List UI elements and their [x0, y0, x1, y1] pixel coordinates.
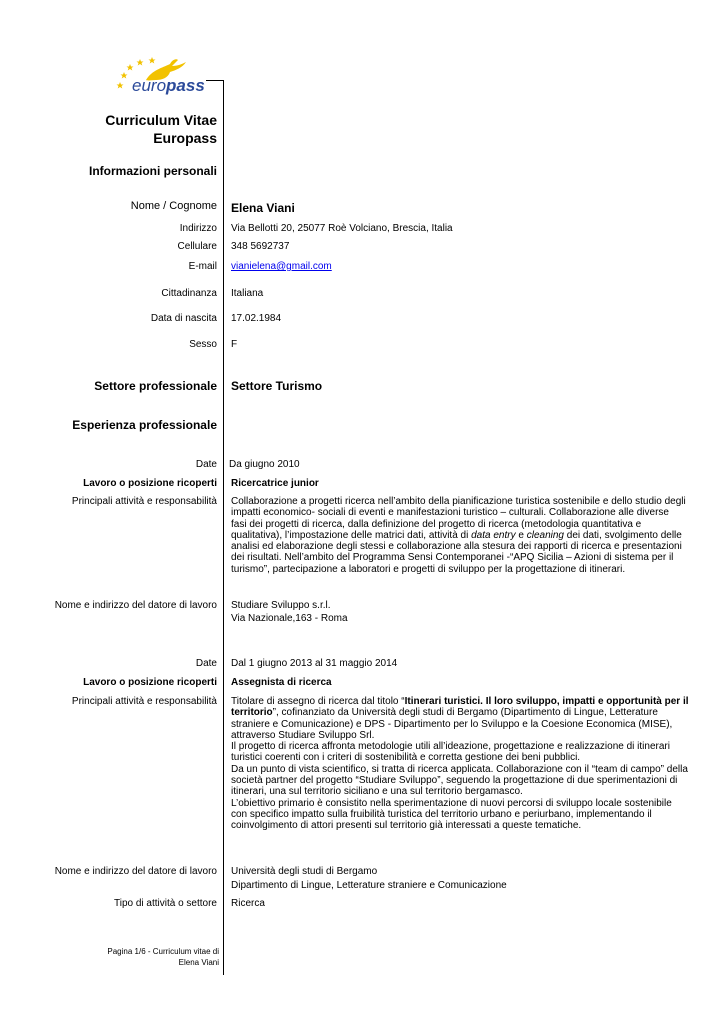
- name-value: Elena Viani: [231, 201, 295, 215]
- sector-value: Settore Turismo: [231, 379, 323, 393]
- job2-employer-line1: Università degli studi di Bergamo: [231, 866, 378, 877]
- citizenship-value: Italiana: [231, 288, 264, 299]
- birth-value: 17.02.1984: [231, 313, 282, 324]
- footer-divider: [223, 945, 224, 970]
- email-label: E-mail: [188, 261, 217, 272]
- birth-label: Data di nascita: [150, 313, 217, 324]
- address-label: Indirizzo: [179, 223, 217, 234]
- job2-desc-p1-a: Titolare di assegno di ricerca dal titolo “: [231, 696, 405, 707]
- europass-logo: [112, 50, 224, 104]
- email-value[interactable]: [231, 261, 332, 273]
- footer-line2: Elena Viani: [178, 958, 219, 967]
- job2-type-label: Tipo di attività o settore: [113, 898, 217, 909]
- sex-value: F: [231, 339, 238, 350]
- footer-line1: Pagina 1/6 - Curriculum vitae di: [107, 947, 219, 956]
- job1-activities-label: Principali attività e responsabilità: [71, 496, 217, 507]
- address-value: Via Bellotti 20, 25077 Roè Volciano, Brescia, Italia: [231, 223, 453, 234]
- job2-position-label: Lavoro o posizione ricoperti: [83, 677, 217, 688]
- job2-desc-p1-b: ”, cofinanziato da Università degli studi di Bergamo (Dipartimento di Lingue, Letterature straniere e Comunicazione) e DPS - Dipartimento per lo Sviluppo e la Coesione Economica (MISE), attraverso Studiare Sviluppo Srl.: [231, 707, 673, 741]
- experience-heading: Esperienza professionale: [72, 418, 217, 432]
- logo-text-euro: euro: [132, 76, 167, 95]
- job1-desc-em2: cleaning: [526, 529, 564, 541]
- job2-position-value: Assegnista di ricerca: [231, 677, 332, 688]
- job1-desc-part1: Collaborazione a progetti ricerca nell’ambito della pianificazione turistica sostenibile e dello studio degli impatti economico- sociali di eventi e manifestazioni turistico – culturali. Collaborazione alle diverse fasi dei progetti di ricerca, dalla definizione del progetto di ricerca (metodologia quantitativa e qualitativa), l’impostazione delle matrici dati, attività di: [231, 496, 686, 541]
- job2-activities-text: [231, 696, 689, 832]
- job2-employer-line2: Dipartimento di Lingue, Letterature straniere e Comunicazione: [231, 880, 507, 891]
- page-footer: [107, 946, 219, 968]
- job1-desc-part3: dei dati, svolgimento delle analisi ed elaborazione degli stessi e collaborazione alla stesura dei rapporti di ricerca e presentazioni dei risultati. Nell’ambito del Programma Sensi Contemporanei -“APQ Sicilia – Azioni di sistema per il turismo”, partecipazione a laboratori e progetti di sviluppo per la progettazione di itinerari.: [231, 529, 682, 575]
- sector-label: Settore professionale: [94, 379, 217, 393]
- personal-heading: Informazioni personali: [88, 164, 217, 178]
- job2-activities-label: Principali attività e responsabilità: [71, 696, 217, 707]
- cv-title-line1: Curriculum Vitae: [105, 112, 217, 128]
- column-divider-top: [223, 80, 224, 975]
- phone-value: 348 5692737: [231, 241, 290, 252]
- job2-date-label: Date: [195, 658, 217, 669]
- job2-type-value: Ricerca: [231, 898, 265, 909]
- job2-desc-p2: Il progetto di ricerca affronta metodologie utili all’ideazione, progettazione e realizzazione di itinerari turistici coerenti con i criteri di sostenibilità e corretta gestione dei beni pubblici.: [231, 741, 670, 764]
- europass-wordmark: [132, 76, 205, 96]
- job2-employer-label: Nome e indirizzo del datore di lavoro: [54, 866, 217, 877]
- job1-desc-em1: data entry: [471, 529, 516, 541]
- citizenship-label: Cittadinanza: [161, 288, 217, 299]
- job1-position-value: Ricercatrice junior: [231, 478, 319, 489]
- job1-date-label: Date: [195, 459, 217, 470]
- logo-text-pass: pass: [166, 76, 205, 95]
- job2-desc-p1-bold: Itinerari turistici. Il loro sviluppo, impatti e opportunità per il territorio: [231, 696, 689, 719]
- job1-position-label: Lavoro o posizione ricoperti: [83, 478, 217, 489]
- job1-desc-part2: e: [515, 529, 527, 541]
- header-rule: [206, 80, 224, 81]
- job2-desc-p3: Da un punto di vista scientifico, si tratta di ricerca applicata. Collaborazione con il “team di campo” della società partner del progetto “Studiare Sviluppo”, seguendo la progettazione di due sperimentazioni di itinerari, una sul territorio siciliano e una sul territorio bergamasco.: [231, 763, 688, 798]
- job1-activities-text: [231, 496, 686, 575]
- job1-date-value: Da giugno 2010: [229, 459, 300, 470]
- email-link[interactable]: vianielena@gmail.com: [231, 261, 332, 272]
- job1-employer-line1: Studiare Sviluppo s.r.l.: [231, 600, 331, 611]
- sex-label: Sesso: [189, 339, 217, 350]
- job2-date-value: Dal 1 giugno 2013 al 31 maggio 2014: [231, 658, 398, 669]
- cv-title-line2: Europass: [153, 130, 217, 146]
- phone-label: Cellulare: [177, 241, 217, 252]
- name-label: Nome / Cognome: [130, 200, 217, 212]
- job1-employer-label: Nome e indirizzo del datore di lavoro: [54, 600, 217, 611]
- job2-desc-p1: [231, 696, 689, 741]
- job2-desc-p4: L’obiettivo primario è consistito nella sperimentazione di nuovi percorsi di sviluppo locale sostenibile con specifico impatto sulla fruibilità turistica del territorio urbano e periurbano, implementando il coinvolgimento di attori presenti sul territorio già interessati a queste tematiche.: [231, 797, 672, 832]
- job1-employer-line2: Via Nazionale,163 - Roma: [231, 613, 348, 624]
